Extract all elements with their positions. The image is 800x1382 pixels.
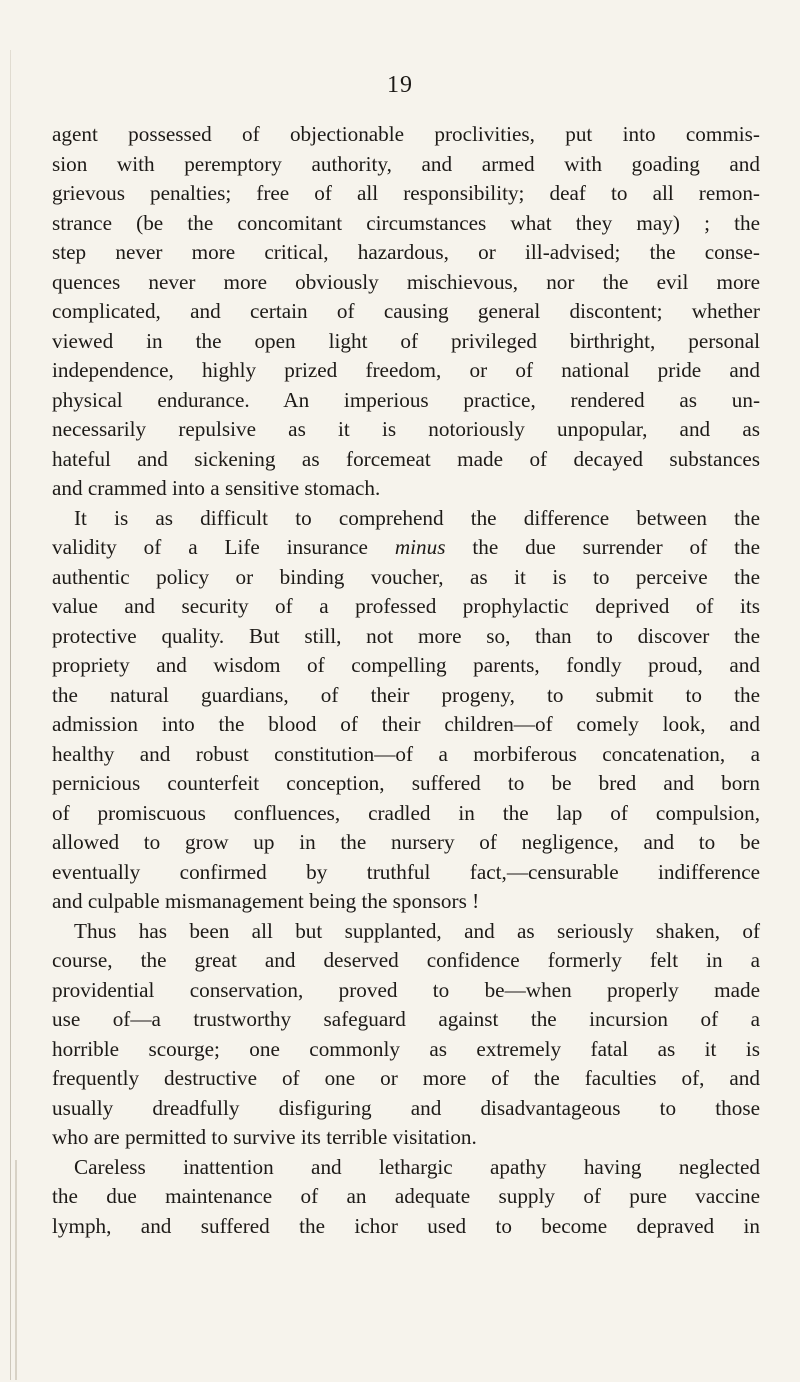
text-line: and culpable mismanagement being the sponsors ! <box>52 889 480 913</box>
text-line: propriety and wisdom of compelling parents, fondly proud, and <box>52 653 760 677</box>
text-line: quences never more obviously mischievous, nor the evil more <box>52 269 760 294</box>
text-line: the natural guardians, of their progeny, to submit to the <box>52 682 760 707</box>
text-line: admission into the blood of their children—of comely look, and <box>52 712 760 736</box>
text-line: Careless inattention and lethargic apathy having neglected <box>74 1154 760 1179</box>
text-line: healthy and robust constitution—of a morbiferous concatenation, a <box>52 741 760 766</box>
text-line: agent possessed of objectionable proclivities, put into commis- <box>52 122 760 146</box>
text-line: usually dreadfully disfiguring and disadvantageous to those <box>52 1095 760 1120</box>
text-line: eventually confirmed by truthful fact,—censurable indifference <box>52 859 760 884</box>
text-line: horrible scourge; one commonly as extremely fatal as it is <box>52 1036 760 1061</box>
text-line: frequently destructive of one or more of the faculties of, and <box>52 1066 760 1090</box>
text-line: value and security of a professed prophylactic deprived of its <box>52 594 760 618</box>
text-line: and crammed into a sensitive stomach. <box>52 476 381 500</box>
text-line: step never more critical, hazardous, or ill-advised; the conse- <box>52 240 760 264</box>
text-line: course, the great and deserved confidence formerly felt in a <box>52 948 760 972</box>
text-line: grievous penalties; free of all responsibility; deaf to all remon- <box>52 181 760 205</box>
text-line: authentic policy or binding voucher, as it is to perceive the <box>52 564 760 589</box>
text-line: strance (be the concomitant circumstances what they may) ; the <box>52 210 760 235</box>
italic-term: minus <box>394 535 446 559</box>
text-line: physical endurance. An imperious practice, rendered as un- <box>52 387 760 412</box>
text-line: lymph, and suffered the ichor used to become depraved in <box>52 1213 760 1238</box>
text-line: the due maintenance of an adequate supply of pure vaccine <box>52 1184 760 1208</box>
paragraph <box>52 917 760 1153</box>
text-line: use of—a trustworthy safeguard against the incursion of a <box>52 1007 760 1031</box>
text-line: complicated, and certain of causing general discontent; whether <box>52 299 760 323</box>
paragraph <box>52 1153 760 1242</box>
paragraph <box>52 504 760 917</box>
text-line: of promiscuous confluences, cradled in the lap of compulsion, <box>52 800 760 825</box>
text-line: necessarily repulsive as it is notoriously unpopular, and as <box>52 417 760 441</box>
text-line: hateful and sickening as forcemeat made of decayed substances <box>52 446 760 471</box>
text-line: viewed in the open light of privileged birthright, personal <box>52 328 760 353</box>
body-text <box>52 120 760 1241</box>
text-line: It is as difficult to comprehend the difference between the <box>74 505 760 530</box>
text-line: sion with peremptory authority, and armed with goading and <box>52 151 760 176</box>
binding-edge-shadow <box>15 1160 17 1380</box>
text-line: validity of a Life insurance minus the due surrender of the <box>52 535 760 559</box>
text-line: allowed to grow up in the nursery of negligence, and to be <box>52 830 760 854</box>
text-line: who are permitted to survive its terrible visitation. <box>52 1125 477 1149</box>
text-line: protective quality. But still, not more so, than to discover the <box>52 623 760 648</box>
text-line: pernicious counterfeit conception, suffered to be bred and born <box>52 771 760 795</box>
binding-edge <box>10 50 11 1380</box>
text-line: Thus has been all but supplanted, and as seriously shaken, of <box>74 918 760 943</box>
text-line: independence, highly prized freedom, or of national pride and <box>52 358 760 382</box>
text-line: providential conservation, proved to be—when properly made <box>52 977 760 1002</box>
page-number: 19 <box>387 72 413 98</box>
paragraph <box>52 120 760 504</box>
